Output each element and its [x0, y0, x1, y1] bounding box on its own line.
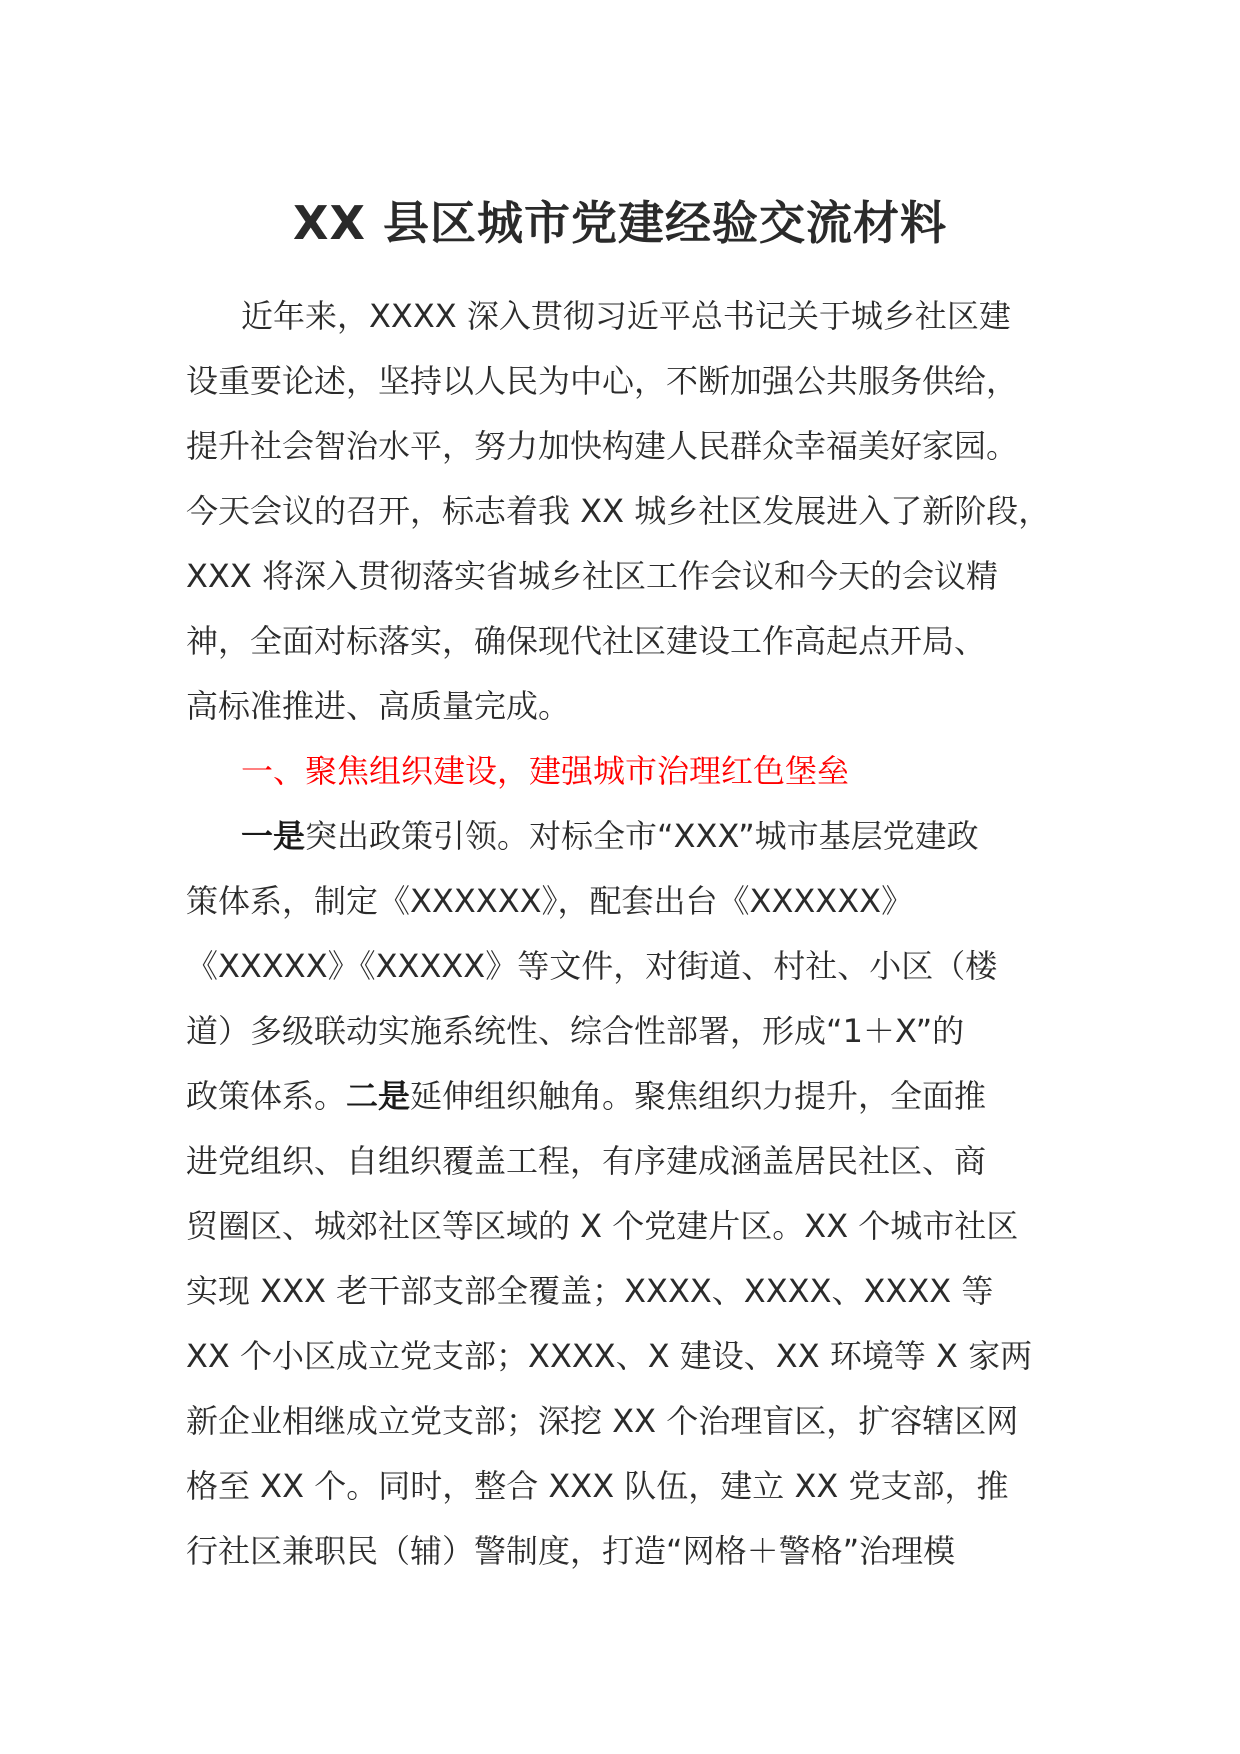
- paragraph-line: 今天会议的召开，标志着我 XX 城乡社区发展进入了新阶段，: [186, 492, 1051, 530]
- line-text: 延伸组织触角。聚焦组织力提升，全面推: [410, 1077, 987, 1115]
- line-text: 突出政策引领。对标全市“XXX”城市基层党建政: [305, 817, 979, 855]
- paragraph-line: 贸圈区、城郊社区等区域的 X 个党建片区。XX 个城市社区: [186, 1207, 1019, 1245]
- paragraph-line: 新企业相继成立党支部；深挖 XX 个治理盲区，扩容辖区网: [186, 1402, 1019, 1440]
- paragraph-line: 近年来，XXXX 深入贯彻习近平总书记关于城乡社区建: [241, 297, 1011, 335]
- bold-lead: 二是: [346, 1077, 411, 1115]
- paragraph-line: [186, 1064, 1066, 1129]
- paragraph-line: 策体系，制定《XXXXXX》，配套出台《XXXXXX》: [186, 882, 914, 920]
- paragraph-line: 实现 XXX 老干部支部全覆盖；XXXX、XXXX、XXXX 等: [186, 1272, 994, 1310]
- paragraph-line: [186, 804, 1066, 869]
- paragraph-line: 《XXXXX》《XXXXX》等文件，对街道、村社、小区（楼: [186, 947, 998, 985]
- paragraph-line: 格至 XX 个。同时，整合 XXX 队伍，建立 XX 党支部，推: [186, 1467, 1009, 1505]
- paragraph-line: 行社区兼职民（辅）警制度，打造“网格＋警格”治理模: [186, 1532, 956, 1570]
- bold-lead: 一是: [241, 817, 306, 855]
- paragraph-line: 进党组织、自组织覆盖工程，有序建成涵盖居民社区、商: [186, 1142, 987, 1180]
- document-title: XX 县区城市党建经验交流材料: [293, 196, 947, 250]
- paragraph-line: 神，全面对标落实，确保现代社区建设工作高起点开局、: [186, 622, 987, 660]
- paragraph-line: XX 个小区成立党支部；XXXX、X 建设、XX 环境等 X 家两: [186, 1337, 1033, 1375]
- paragraph-line: 设重要论述，坚持以人民为中心，不断加强公共服务供给，: [186, 362, 1019, 400]
- paragraph-line: XXX 将深入贯彻落实省城乡社区工作会议和今天的会议精: [186, 557, 998, 595]
- line-text: 政策体系。: [186, 1077, 347, 1115]
- section-heading: 一、聚焦组织建设，建强城市治理红色堡垒: [241, 752, 850, 790]
- paragraph-line: 提升社会智治水平，努力加快构建人民群众幸福美好家园。: [186, 427, 1019, 465]
- paragraph-line: 高标准推进、高质量完成。: [186, 687, 571, 725]
- paragraph-line: 道）多级联动实施系统性、综合性部署，形成“1＋X”的: [186, 1012, 965, 1050]
- document-body: [186, 284, 1066, 1584]
